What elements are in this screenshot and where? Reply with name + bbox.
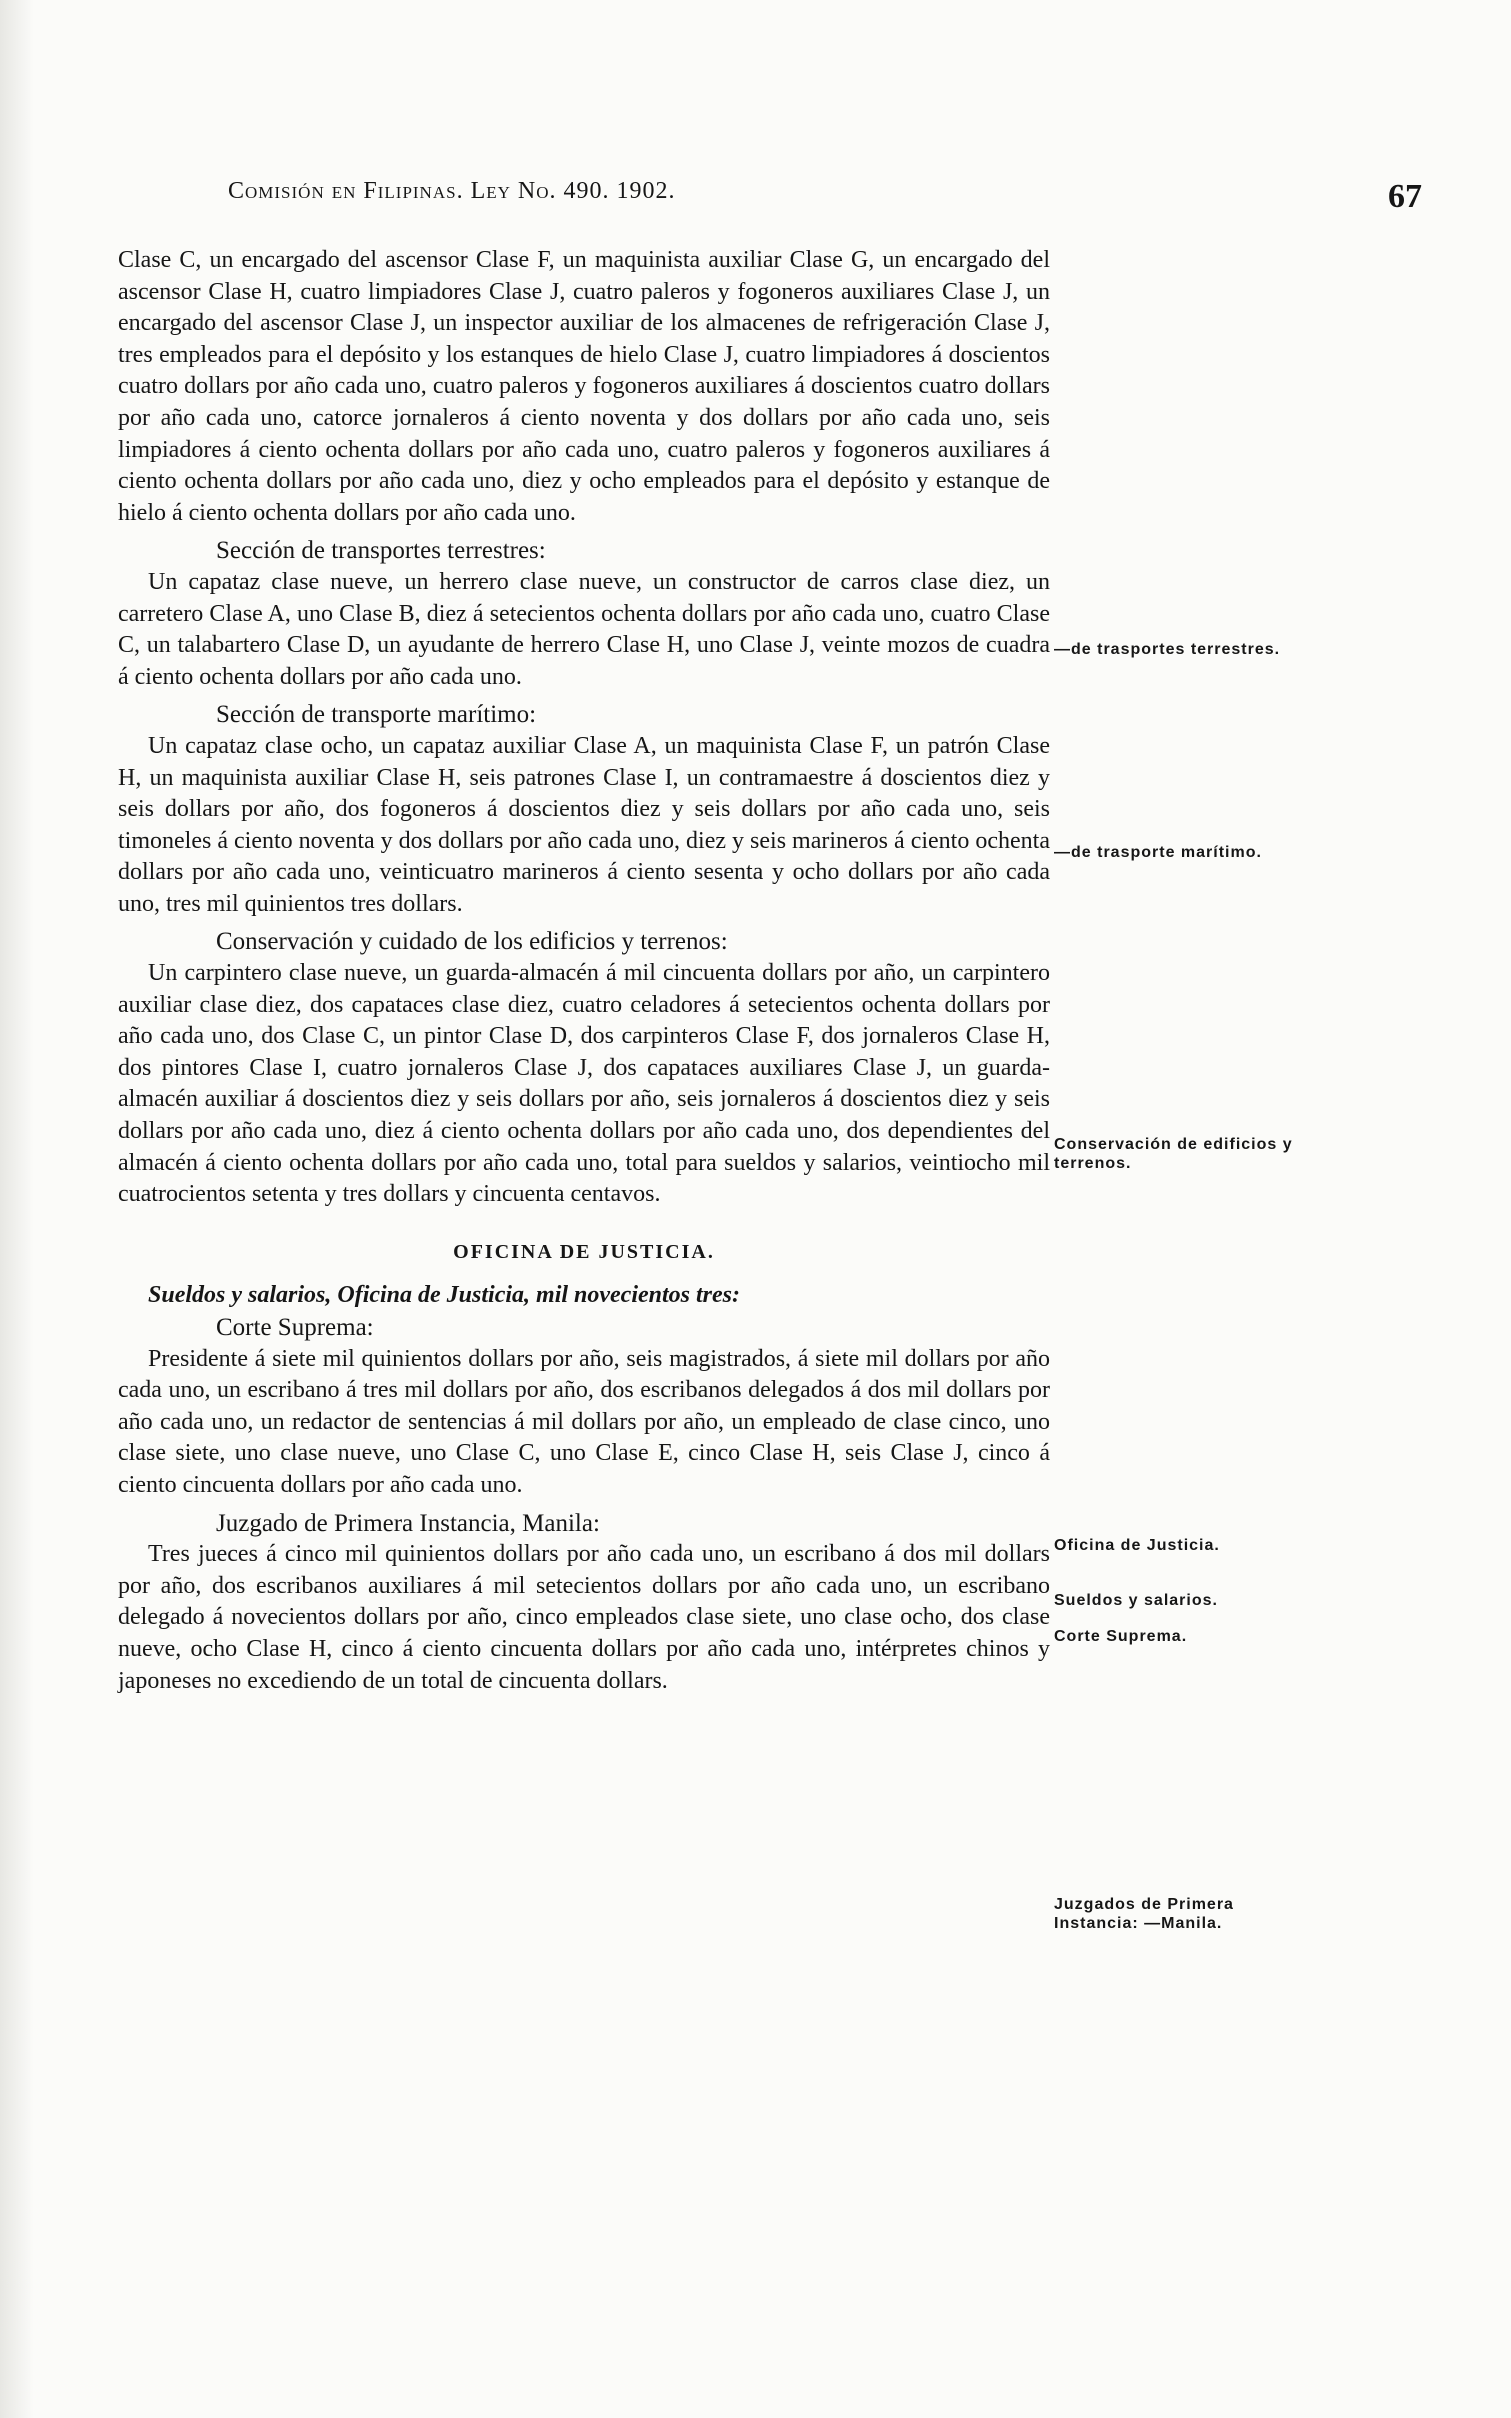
section-heading: Sección de transporte marítimo: [216, 701, 537, 729]
paragraph: Un capataz clase ocho, un capataz auxiliar Clase A, un maquinista Clase F, un patrón Clase H, un maquinista auxiliar Clase H, seis patrones Clase I, un contramaestre á doscientos diez y seis dollars por año, dos fogoneros á doscientos diez y seis dollars por año cada uno, seis timoneles á ciento noventa y dos dollars por año cada uno, diez y seis marineros á ciento ochenta dollars por año cada uno, veinticuatro marineros á ciento sesenta y ocho dollars por año cada uno, tres mil quinientos tres dollars. [118, 732, 1050, 917]
page-number: 67 [1388, 178, 1422, 215]
office-heading: OFICINA DE JUSTICIA. [453, 1240, 715, 1263]
scan-edge-shadow [0, 0, 34, 2418]
margin-note-terrestres: —de trasportes terrestres. [1054, 641, 1281, 658]
body-text [118, 245, 1050, 1697]
section-heading: Corte Suprema: [216, 1314, 374, 1341]
margin-note-corte: Corte Suprema. [1054, 1628, 1188, 1645]
section-heading: Sección de transportes terrestres: [216, 537, 546, 565]
paragraph: Presidente á siete mil quinientos dollars por año, seis magistrados, á siete mil dollars por año cada uno, un escribano á tres mil dollars por año, dos escribanos delegados á dos mil dollars por año cada uno, un redactor de sentencias á mil dollars por año, un empleado de clase cinco, uno clase siete, uno clase nueve, uno Clase C, uno Clase E, cinco Clase H, seis Clase J, cinco á ciento cincuenta dollars por año cada uno. [118, 1345, 1050, 1498]
paragraph: Un capataz clase nueve, un herrero clase nueve, un constructor de carros clase diez, un carretero Clase A, uno Clase B, diez á setecientos ochenta dollars por año cada uno, cuatro Clase C, un talabartero Clase D, un ayudante de herrero Clase H, uno Clase J, veinte mozos de cuadra á ciento ochenta dollars por año cada uno. [118, 568, 1050, 690]
running-header: Comisión en Filipinas. Ley No. 490. 1902. [228, 178, 676, 204]
paragraph: Un carpintero clase nueve, un guarda-almacén á mil cincuenta dollars por año, un carpintero auxiliar clase diez, dos capataces clase diez, cuatro celadores á setecientos ochenta dollars por año cada uno, dos Clase C, un pintor Clase D, dos carpinteros Clase F, dos jornaleros Clase H, dos pintores Clase I, cuatro jornaleros Clase J, dos capataces auxiliares Clase J, un guarda-almacén auxiliar á doscientos diez y seis dollars por año, seis jornaleros á doscientos diez y seis dollars por año cada uno, diez á ciento ochenta dollars por año cada uno, dos dependientes del almacén á ciento ochenta dollars por año cada uno, total para sueldos y salarios, veintiocho mil cuatrocientos setenta y tres dollars y cincuenta centavos. [118, 960, 1050, 1208]
section-heading: Juzgado de Primera Instancia, Manila: [216, 1509, 600, 1537]
section-heading: Conservación y cuidado de los edificios y terrenos: [216, 928, 728, 956]
margin-note-sueldos: Sueldos y salarios. [1054, 1592, 1218, 1609]
margin-note-conservacion: Conservación de edificios y terrenos. [1054, 1136, 1293, 1172]
margin-note-maritimo: —de trasporte marítimo. [1054, 844, 1262, 861]
margin-note-juzgados: Juzgados de Primera Instancia: —Manila. [1054, 1896, 1234, 1932]
appropriation-line: Sueldos y salarios, Oficina de Justicia, mil novecientos tres: [148, 1282, 740, 1309]
paragraph: Clase C, un encargado del ascensor Clase F, un maquinista auxiliar Clase G, un encargado del ascensor Clase H, cuatro limpiadores Clase J, cuatro paleros y fogoneros auxiliares Clase J, un encargado del ascensor Clase J, un inspector auxiliar de los almacenes de refrigeración Clase J, tres empleados para el depósito y los estanques de hielo Clase J, cuatro limpiadores á doscientos cuatro dollars por año cada uno, cuatro paleros y fogoneros auxiliares á doscientos cuatro dollars por año cada uno, catorce jornaleros á ciento noventa y dos dollars por año cada uno, seis limpiadores á ciento ochenta dollars por año cada uno, cuatro paleros y fogoneros auxiliares á ciento ochenta dollars por año cada uno, diez y ocho empleados para el depósito y estanque de hielo á ciento ochenta dollars por año cada uno. [118, 247, 1050, 526]
margin-note-oficina: Oficina de Justicia. [1054, 1537, 1220, 1554]
paragraph: Tres jueces á cinco mil quinientos dollars por año cada uno, un escribano á dos mil dollars por año, dos escribanos auxiliares á mil setecientos dollars por año cada uno, un escribano delegado á novecientos dollars por año, cinco empleados clase siete, uno clase ocho, dos clase nueve, ocho Clase H, cinco á ciento cincuenta dollars por año cada uno, intérpretes chinos y japoneses no excediendo de un total de cincuenta dollars. [118, 1541, 1050, 1694]
